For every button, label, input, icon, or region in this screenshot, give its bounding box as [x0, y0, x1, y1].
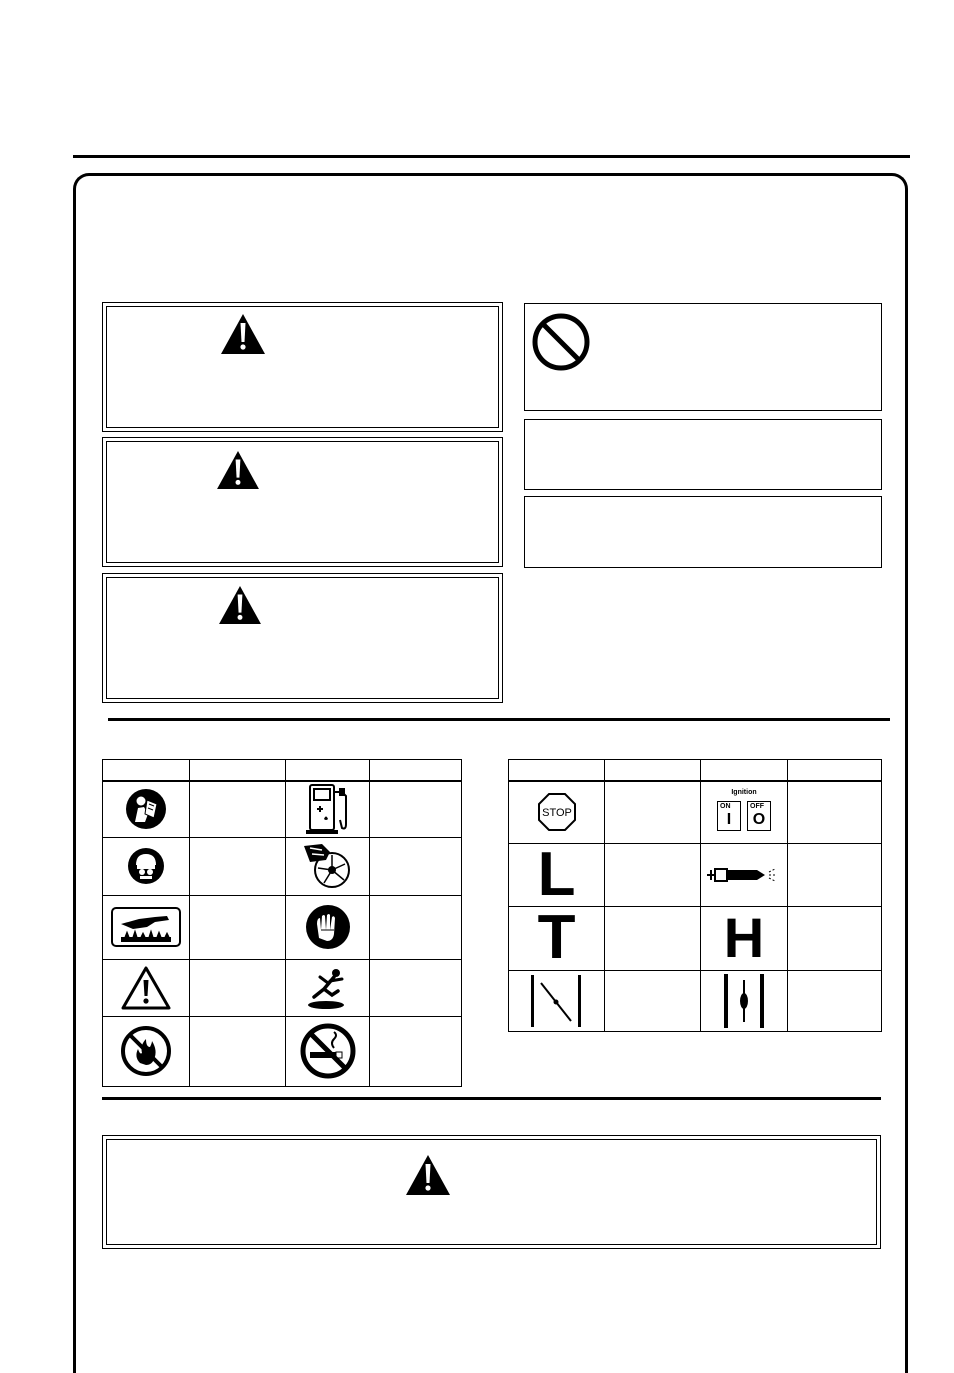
gloves-icon — [305, 904, 351, 950]
choke-closed-icon — [714, 972, 774, 1030]
no-open-flame-icon — [120, 1025, 172, 1077]
svg-text:STOP: STOP — [541, 807, 572, 820]
slip-hazard-icon — [302, 965, 354, 1011]
hot-surface-icon — [111, 907, 181, 947]
note-box — [524, 496, 882, 568]
prohibition-box — [524, 303, 882, 411]
letter-l-icon: L — [537, 839, 576, 909]
prohibition-circle-icon — [531, 312, 591, 372]
warning-triangle-icon — [217, 585, 263, 625]
eye-ear-protection-icon — [127, 847, 165, 885]
letter-t-icon: T — [537, 903, 576, 972]
no-smoking-icon — [300, 1023, 356, 1079]
section-rule — [108, 718, 890, 721]
hand-cutting-blade-icon — [300, 840, 356, 892]
grease-gun-icon — [705, 864, 783, 886]
caution-box — [102, 573, 503, 703]
ignition-switch-icon: Ignition ON I OFF O — [713, 789, 775, 835]
warning-triangle-icon — [215, 450, 261, 490]
warning-triangle-icon — [404, 1154, 452, 1196]
header-rule — [73, 155, 910, 158]
right-symbol-table — [508, 759, 882, 1032]
choke-open-icon — [527, 973, 587, 1029]
read-manual-icon — [125, 788, 167, 830]
fuel-pump-icon — [302, 782, 354, 836]
danger-box — [102, 302, 503, 432]
stop-sign-icon — [537, 792, 577, 832]
warning-box — [102, 437, 503, 567]
bottom-section-rule — [102, 1097, 881, 1100]
warning-triangle-icon — [220, 313, 266, 355]
warning-triangle-icon — [121, 966, 171, 1010]
important-box — [524, 419, 882, 490]
letter-h-icon: H — [723, 906, 765, 969]
left-symbol-table — [102, 759, 462, 1087]
bottom-warning-box — [102, 1135, 881, 1249]
